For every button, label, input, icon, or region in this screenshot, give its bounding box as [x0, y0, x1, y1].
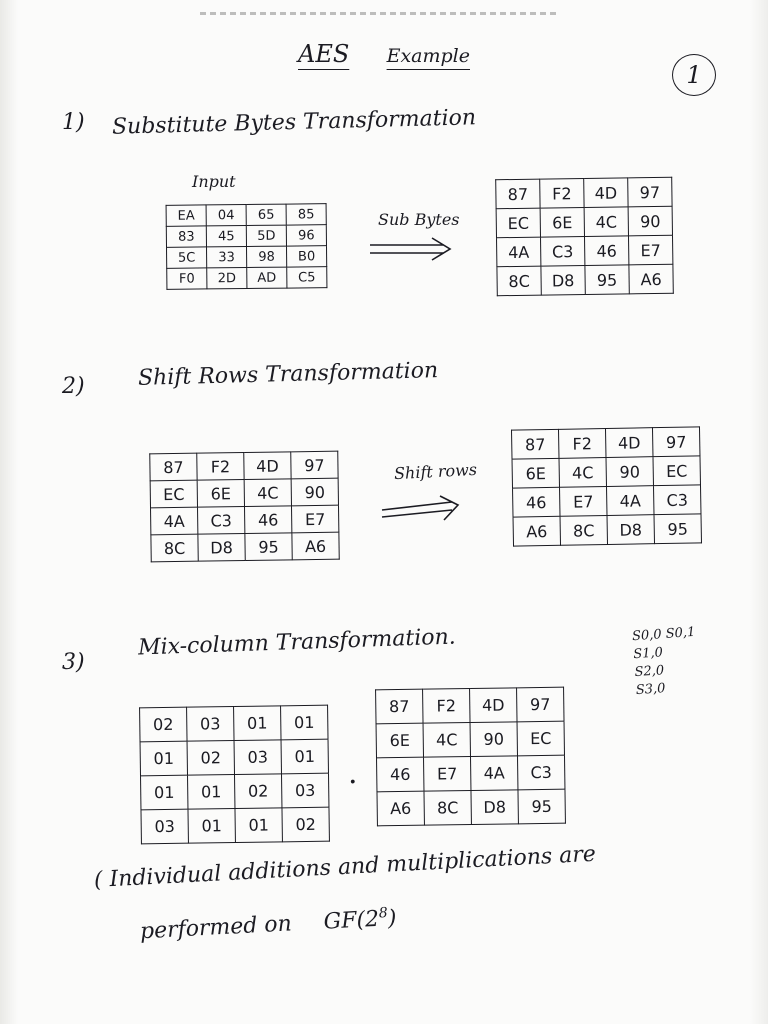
subbytes-input-matrix [166, 203, 328, 290]
matrix-cell: 8C [497, 266, 541, 296]
multiply-operator: . [348, 756, 358, 791]
matrix-cell: 03 [234, 740, 281, 775]
matrix-cell: 6E [376, 723, 423, 758]
matrix-row [151, 505, 339, 535]
matrix-cell: 03 [141, 809, 188, 844]
matrix-cell: C3 [653, 485, 700, 515]
matrix-cell: 5D [246, 225, 286, 246]
matrix-cell: 46 [377, 757, 424, 792]
matrix-cell: F2 [423, 689, 470, 724]
matrix-cell: 97 [652, 427, 699, 457]
section-1-number: 1) [62, 110, 85, 135]
section-2-number: 2) [62, 374, 85, 399]
matrix-cell: 97 [291, 451, 338, 479]
matrix-cell: A6 [377, 791, 424, 826]
galois-field: GF(2 [323, 906, 380, 935]
input-label: Input [192, 172, 236, 191]
matrix-cell: 6E [512, 458, 559, 488]
matrix-cell: 01 [235, 808, 282, 843]
matrix-row [377, 789, 565, 826]
matrix-cell: 01 [281, 739, 328, 774]
matrix-row [150, 478, 338, 508]
matrix-cell: 5C [167, 247, 207, 268]
page-title [298, 40, 470, 68]
subbytes-arrow-label: Sub Bytes [378, 210, 460, 229]
matrix-cell: 4A [497, 237, 541, 267]
matrix-row [497, 235, 673, 266]
shiftrows-arrow-icon [380, 494, 460, 522]
matrix-cell: C3 [198, 507, 245, 535]
title-example: Example [386, 45, 470, 67]
matrix-cell: 4A [607, 486, 654, 516]
matrix-cell: 95 [245, 533, 292, 561]
section-1-heading: Substitute Bytes Transformation [111, 105, 477, 140]
matrix-cell: 2D [207, 267, 247, 288]
matrix-cell: E7 [424, 757, 471, 792]
matrix-cell: D8 [471, 790, 518, 825]
matrix-cell: 4C [584, 207, 628, 237]
matrix-row [513, 485, 701, 517]
matrix-cell: EC [150, 480, 197, 508]
mixcolumn-state-matrix [375, 687, 566, 827]
matrix-row [151, 532, 339, 562]
subbytes-arrow-icon [368, 236, 452, 262]
matrix-cell: 90 [606, 457, 653, 487]
section-3-heading: Mix-column Transformation. [137, 624, 457, 661]
matrix-row [376, 687, 564, 724]
matrix-cell: EC [517, 721, 564, 756]
matrix-cell: 01 [141, 775, 188, 810]
matrix-cell: 87 [376, 689, 423, 724]
matrix-cell: 90 [628, 206, 672, 236]
matrix-row [141, 773, 329, 810]
matrix-cell: D8 [607, 515, 654, 545]
matrix-cell: 45 [206, 226, 246, 247]
shiftrows-arrow-label: Shift rows [393, 459, 478, 484]
matrix-row [141, 807, 329, 844]
matrix-cell: 96 [286, 225, 326, 246]
matrix-cell: 6E [197, 480, 244, 508]
matrix-cell: 4D [605, 428, 652, 458]
matrix-cell: C3 [517, 755, 564, 790]
matrix-cell: 95 [654, 514, 701, 544]
matrix-cell: B0 [286, 246, 326, 267]
matrix-cell: 87 [496, 179, 540, 209]
matrix-cell: 02 [282, 807, 329, 842]
matrix-cell: 8C [424, 790, 471, 825]
matrix-cell: 97 [628, 177, 672, 207]
matrix-cell: E7 [560, 487, 607, 517]
matrix-row [150, 451, 338, 481]
matrix-cell: 02 [187, 741, 234, 776]
matrix-cell: F2 [540, 179, 584, 209]
matrix-cell: 4A [151, 507, 198, 535]
matrix-cell: 4C [244, 479, 291, 507]
matrix-cell: EC [653, 456, 700, 486]
matrix-cell: 87 [150, 453, 197, 481]
matrix-row [496, 206, 672, 237]
matrix-row [166, 225, 326, 248]
matrix-cell: A6 [292, 532, 339, 560]
matrix-cell: 4C [559, 458, 606, 488]
matrix-cell: 4D [244, 452, 291, 480]
section-2-heading: Shift Rows Transformation [137, 358, 439, 391]
matrix-cell: EC [496, 208, 540, 238]
state-index-note [632, 624, 700, 700]
page-number: 1 [686, 61, 702, 89]
title-aes: AES [298, 40, 350, 68]
state-index-line: S1,0 [632, 645, 664, 663]
matrix-row [166, 204, 326, 227]
matrix-cell: 4D [470, 688, 517, 723]
matrix-cell: 95 [518, 789, 565, 824]
matrix-cell: 4A [471, 756, 518, 791]
footer-note-text: performed on [139, 911, 293, 945]
matrix-row [512, 456, 700, 488]
paper-edge-mark [200, 12, 560, 15]
matrix-cell: AD [247, 267, 287, 288]
matrix-cell: 4D [584, 178, 628, 208]
matrix-row [140, 705, 328, 742]
matrix-cell: D8 [541, 265, 585, 295]
matrix-cell: 8C [151, 534, 198, 562]
state-index-line: S2,0 [634, 663, 665, 681]
matrix-cell: 46 [245, 506, 292, 534]
matrix-cell: 97 [517, 687, 564, 722]
matrix-row [496, 177, 672, 208]
matrix-cell: F2 [197, 453, 244, 481]
matrix-cell: 83 [166, 226, 206, 247]
section-3-number: 3) [62, 650, 85, 675]
subbytes-output-matrix [495, 177, 674, 296]
matrix-cell: 87 [512, 429, 559, 459]
matrix-row [497, 264, 673, 295]
matrix-cell: 33 [207, 247, 247, 268]
matrix-cell: 65 [246, 204, 286, 225]
matrix-cell: F2 [558, 429, 605, 459]
matrix-row [376, 721, 564, 758]
state-index-line: S3,0 [635, 681, 666, 699]
footer-note-line-1: ( Individual additions and multiplications are [93, 841, 597, 893]
matrix-row [377, 755, 565, 792]
state-index-line: S0,0 S0,1 [631, 624, 696, 645]
matrix-cell: 01 [188, 808, 235, 843]
matrix-cell: F0 [167, 268, 207, 289]
matrix-cell: 4C [423, 723, 470, 758]
matrix-cell: A6 [513, 516, 560, 546]
shiftrows-output-matrix [511, 426, 702, 546]
matrix-row [167, 246, 327, 269]
matrix-cell: 01 [281, 705, 328, 740]
matrix-cell: 03 [187, 707, 234, 742]
matrix-cell: C3 [541, 237, 585, 267]
galois-field-close: ) [387, 905, 398, 932]
matrix-cell: A6 [629, 264, 673, 294]
matrix-row [140, 739, 328, 776]
matrix-cell: 03 [281, 773, 328, 808]
matrix-row [513, 514, 701, 546]
galois-field-exponent: 8 [378, 905, 389, 922]
matrix-cell: 02 [140, 707, 187, 742]
matrix-row [512, 427, 700, 459]
matrix-cell: E7 [291, 505, 338, 533]
matrix-cell: 90 [291, 478, 338, 506]
shiftrows-input-matrix [149, 451, 340, 563]
matrix-cell: E7 [628, 235, 672, 265]
matrix-cell: 46 [585, 236, 629, 266]
matrix-cell: 95 [585, 265, 629, 295]
matrix-cell: 85 [286, 204, 326, 225]
matrix-cell: 98 [247, 246, 287, 267]
matrix-cell: 01 [234, 706, 281, 741]
matrix-cell: EA [166, 205, 206, 226]
matrix-cell: 46 [513, 487, 560, 517]
matrix-row [167, 267, 327, 290]
matrix-cell: 6E [540, 208, 584, 238]
matrix-cell: 01 [140, 741, 187, 776]
matrix-cell: 8C [560, 515, 607, 545]
matrix-cell: 04 [206, 205, 246, 226]
matrix-cell: 02 [235, 774, 282, 809]
matrix-cell: 90 [470, 722, 517, 757]
mixcolumn-constant-matrix [139, 705, 330, 845]
matrix-cell: 01 [188, 775, 235, 810]
matrix-cell: D8 [198, 533, 245, 561]
matrix-cell: C5 [287, 267, 327, 288]
page-number-circle [672, 54, 716, 96]
